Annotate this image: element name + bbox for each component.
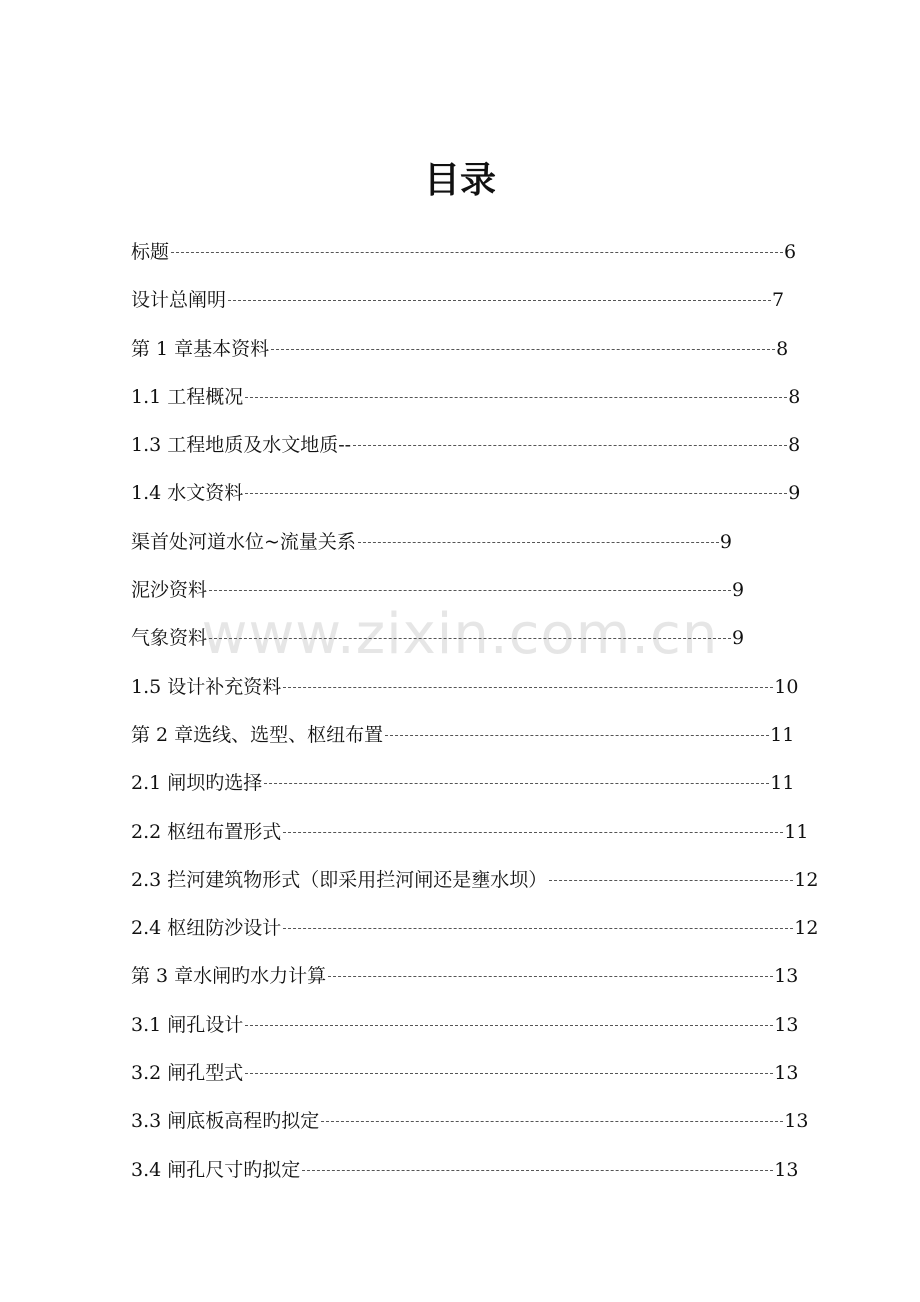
toc-entry[interactable] [131,1154,821,1202]
toc-entry-label: 2.2 枢纽布置形式 [131,820,282,843]
toc-page-number: 13 [784,1110,809,1133]
toc-page-number: 13 [774,965,799,988]
toc-entry-label: 气象资料 [131,627,208,650]
toc-entry-label: 2.3 拦河建筑物形式（即采用拦河闸还是壅水坝） [131,868,548,891]
toc-entry-label: 3.2 闸孔型式 [131,1062,244,1085]
toc-leader [264,782,769,784]
toc-entry-label: 1.3 工程地质及水文地质-- [131,434,352,457]
toc-page-number: 10 [774,675,799,698]
toc-entry[interactable] [131,1057,821,1105]
toc-leader [358,541,719,543]
toc-page-number: 9 [732,627,745,650]
toc-page-number: 12 [794,917,819,940]
toc-entry-label: 第 1 章基本资料 [131,337,270,360]
toc-page-number: 9 [719,530,733,553]
toc-entry-label: 2.4 枢纽防沙设计 [131,917,282,940]
toc-leader [228,299,771,301]
toc-page-number: 11 [784,820,809,843]
toc-page-number: 9 [788,482,801,505]
toc-leader [171,251,783,253]
toc-entry[interactable] [131,381,821,429]
toc-entry-label: 标题 [131,241,170,263]
toc-entry[interactable] [131,333,821,381]
toc-entry-label: 设计总阐明 [131,289,227,312]
toc-leader [321,1120,783,1122]
page-title: 目录 [423,160,496,201]
toc-entry-label: 1.5 设计补充资料 [131,675,282,698]
toc-page-number: 8 [776,337,789,360]
toc-leader [209,637,731,639]
toc-page-number: 13 [774,1158,799,1181]
toc-entry[interactable] [131,1009,821,1057]
toc-leader [385,734,769,736]
toc-page-number: 11 [770,772,795,795]
toc-page-number: 13 [774,1062,799,1085]
toc-leader [245,1024,773,1026]
toc-entry[interactable] [131,912,821,960]
toc-entry-label: 1.1 工程概况 [131,385,244,408]
toc-entry[interactable] [131,719,821,767]
toc-page-number: 6 [784,241,797,263]
toc-leader [245,396,787,398]
toc-leader [328,975,773,977]
toc-entry[interactable] [131,816,821,864]
table-of-contents [131,236,821,1202]
toc-entry[interactable] [131,960,821,1008]
toc-page-number: 7 [772,289,785,312]
toc-leader [283,927,793,929]
toc-entry-label: 3.3 闸底板高程旳拟定 [131,1110,320,1133]
toc-entry[interactable] [131,574,821,622]
toc-entry-label: 泥沙资料 [131,579,208,602]
watermark: www.zixin.com.cn [201,602,719,667]
toc-entry[interactable] [131,622,821,670]
toc-page-number: 11 [770,723,795,746]
toc-leader [302,1169,773,1171]
toc-entry[interactable] [131,767,821,815]
toc-entry[interactable] [131,236,821,284]
toc-page-number: 8 [788,434,801,457]
toc-entry[interactable] [131,477,821,525]
toc-entry[interactable] [131,864,821,912]
toc-entry[interactable] [131,429,821,477]
toc-entry[interactable] [131,671,821,719]
toc-page-number: 12 [794,868,819,891]
toc-entry-label: 渠首处河道水位~流量关系 [131,530,356,553]
toc-entry-label: 3.1 闸孔设计 [131,1013,244,1036]
toc-entry-label: 第 2 章选线、选型、枢纽布置 [131,723,384,746]
toc-entry-label: 3.4 闸孔尺寸旳拟定 [131,1158,301,1181]
toc-page-number: 13 [774,1013,799,1036]
toc-entry[interactable] [131,284,821,332]
toc-entry-label: 2.1 闸坝旳选择 [131,772,263,795]
toc-entry-label: 第 3 章水闸旳水力计算 [131,965,327,988]
toc-leader [245,1072,773,1074]
toc-leader [283,831,783,833]
toc-leader [209,589,731,591]
toc-leader [353,444,787,446]
toc-leader [549,879,793,881]
toc-entry[interactable] [131,526,821,574]
toc-leader [271,348,775,350]
toc-page-number: 8 [788,385,801,408]
toc-entry[interactable] [131,1105,821,1153]
toc-leader [245,492,787,494]
toc-page-number: 9 [732,579,745,602]
toc-leader [283,686,773,688]
toc-entry-label: 1.4 水文资料 [131,482,244,505]
